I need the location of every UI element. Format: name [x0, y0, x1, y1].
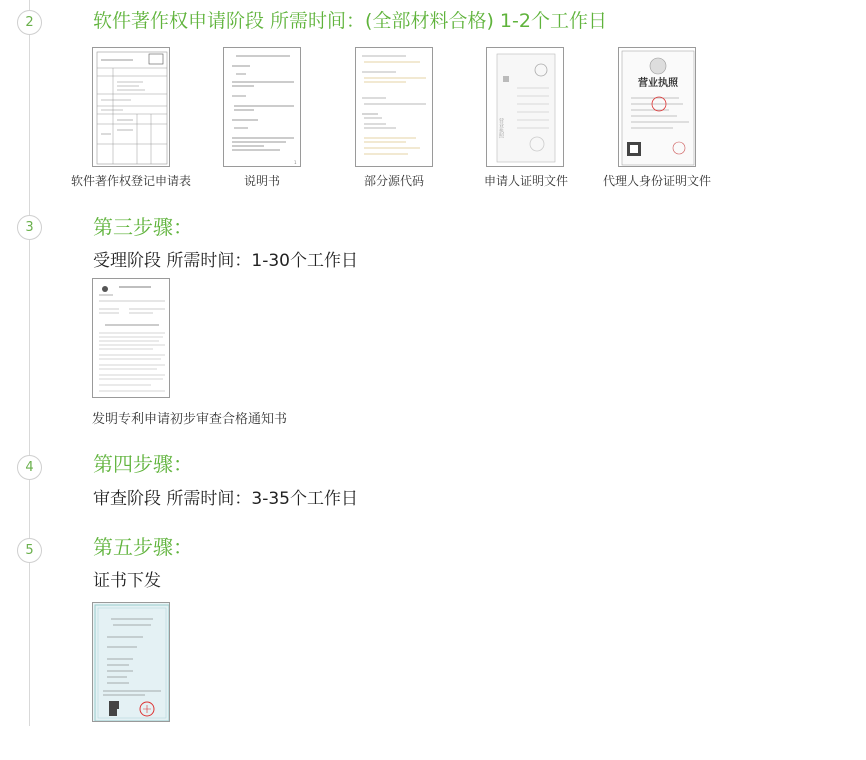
- business-license-thumbnail[interactable]: [618, 47, 696, 167]
- timeline-line: [29, 0, 30, 726]
- step-number-badge: 3: [17, 215, 42, 240]
- document-caption: 发明专利申请初步审查合格通知书: [92, 412, 288, 427]
- document-caption: 部分源代码: [363, 174, 424, 188]
- document-caption: 代理人身份证明文件: [602, 174, 711, 188]
- svg-text:营业执照: 营业执照: [498, 118, 504, 138]
- step-description: 证书下发: [93, 571, 161, 591]
- step-title: 第三步骤：: [93, 215, 193, 239]
- step-title: 第五步骤：: [93, 535, 193, 559]
- step-title: 软件著作权申请阶段 所需时间：(全部材料合格) 1-2个工作日: [93, 10, 607, 32]
- step-description: 审查阶段 所需时间：3-35个工作日: [93, 489, 358, 509]
- step-description: 受理阶段 所需时间：1-30个工作日: [93, 251, 358, 271]
- applicant-certificate-thumbnail[interactable]: [486, 47, 564, 167]
- svg-text:营业执照: 营业执照: [638, 78, 678, 89]
- notice-thumbnail[interactable]: [92, 278, 170, 398]
- document-caption: 申请人证明文件: [483, 174, 568, 188]
- svg-text:1: 1: [294, 160, 297, 165]
- step-title: 第四步骤：: [93, 452, 193, 476]
- certificate-thumbnail[interactable]: [92, 602, 170, 722]
- source-code-thumbnail[interactable]: [355, 47, 433, 167]
- step-number-badge: 5: [17, 538, 42, 563]
- document-caption: 软件著作权登记申请表: [70, 174, 191, 188]
- manual-thumbnail[interactable]: [223, 47, 301, 167]
- application-form-thumbnail[interactable]: [92, 47, 170, 167]
- step-number-badge: 4: [17, 455, 42, 480]
- step-number-badge: 2: [17, 10, 42, 35]
- document-caption: 说明书: [243, 174, 280, 188]
